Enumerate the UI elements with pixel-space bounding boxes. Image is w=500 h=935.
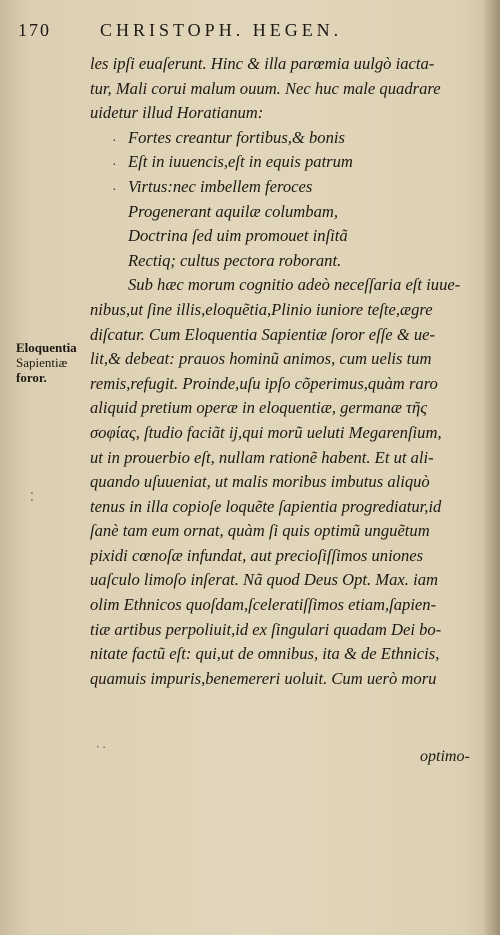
text-line: nitate factũ eſt: qui,ut de omnibus, ita & de Ethnicis,: [90, 644, 440, 664]
running-title: CHRISTOPH. HEGEN.: [100, 20, 343, 40]
ink-speck: ⁚: [30, 490, 34, 504]
text-line: nibus,ut ſine illis,eloquẽtia,Plinio iuniore teſte,ægre: [90, 299, 433, 319]
text-line: Sub hæc morum cognitio adeò neceſſaria eſt iuue-: [128, 275, 461, 295]
verse-line: Virtus:nec imbellem feroces: [128, 176, 313, 196]
page-edge-shadow: [482, 0, 500, 935]
text-line: aliquid pretium operæ in eloquentiæ, germanæ τῆς: [90, 398, 427, 418]
text-line: les ipſi euaſerunt. Hinc & illa parœmia uulgò iacta-: [90, 54, 435, 73]
verse-line: Rectiq; cultus pectora roborant.: [128, 250, 342, 270]
text-line: ſanè tam eum ornat, quàm ſi quis optimũ unguẽtum: [90, 521, 430, 541]
text-line: remis,refugit. Proinde,uſu ipſo cõperimus,quàm raro: [90, 373, 438, 393]
marginal-note: [16, 340, 92, 385]
text-line: tiæ artibus perpoliuit,id ex ſingulari quadam Dei bo-: [90, 619, 442, 639]
main-text: [90, 52, 484, 691]
text-line: σοφίας, ſtudio faciãt ij,qui morũ ueluti Megarenſium,: [90, 422, 442, 442]
marginal-note-line: Eloquentia: [16, 340, 77, 355]
text-line: uaſculo limoſo inſerat. Nã quod Deus Opt. Max. iam: [90, 570, 438, 590]
text-line: diſcatur. Cum Eloquentia Sapientiæ ſoror eſſe & ue-: [90, 324, 436, 344]
text-line: pixidi cœnoſæ infundat, aut precioſiſſimos uniones: [90, 545, 424, 565]
text-line: olim Ethnicos quoſdam,ſceleratiſſimos etiam,ſapien-: [90, 595, 437, 615]
verse-mark: ·: [112, 183, 117, 198]
catchword: optimo-: [420, 748, 470, 765]
text-line: quando uſuueniat, ut malis moribus imbutus aliquò: [90, 472, 430, 492]
text-line: uidetur illud Horatianum:: [90, 103, 264, 123]
running-header: [18, 20, 488, 48]
ink-speck: ᐧ ·: [96, 740, 107, 754]
text-line: tenus in illa copioſe loquẽte ſapientia progrediatur,id: [90, 496, 442, 516]
verse-line: Progenerant aquilæ columbam,: [128, 201, 339, 221]
marginal-note-line: Sapientiæ: [16, 355, 68, 370]
text-line: tur, Mali corui malum ouum. Nec huc male quadrare: [90, 78, 441, 98]
text-line: lit,& debeat: prauos hominũ animos, cum uelis tum: [90, 349, 432, 369]
verse-line: Eſt in iuuencis,eſt in equis patrum: [128, 152, 353, 172]
verse-mark: ·: [112, 134, 117, 149]
text-line: ut in prouerbio eſt, nullam rationẽ habent. Et ut ali-: [90, 447, 434, 467]
page-number: 170: [18, 20, 51, 40]
text-line: quamuis impuris,benemereri uoluit. Cum uerò moru: [90, 668, 437, 688]
verse-line: Doctrina ſed uim promouet inſitã: [128, 226, 348, 246]
verse-line: Fortes creantur fortibus,& bonis: [128, 127, 345, 147]
marginal-note-line: foror.: [16, 370, 47, 385]
verse-mark: ·: [112, 158, 117, 173]
